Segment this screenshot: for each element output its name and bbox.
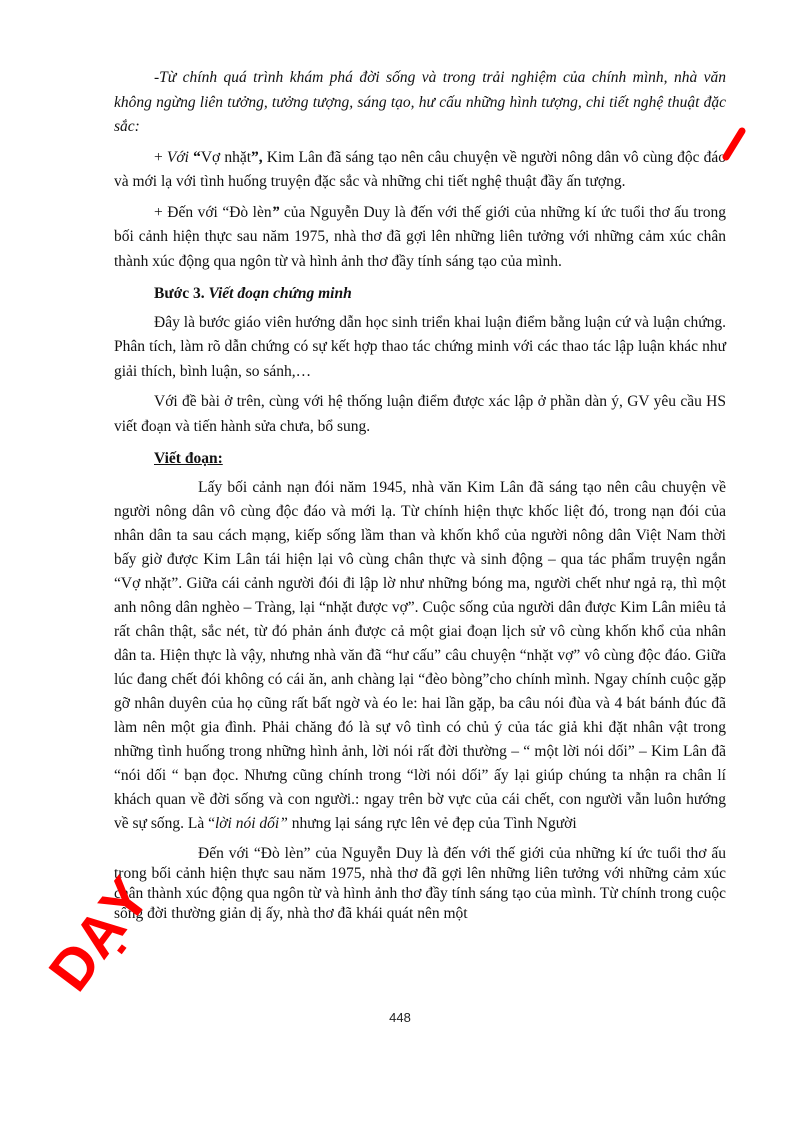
watermark-stroke <box>726 131 742 157</box>
bullet-do-len <box>114 201 726 275</box>
title-open-quote: “ <box>193 148 201 166</box>
title-close-quote: ”, <box>251 148 263 166</box>
essay-paragraph-1 <box>114 476 726 836</box>
document-page <box>114 66 726 924</box>
essay-body: Lấy bối cảnh nạn đói năm 1945, nhà văn Kim Lân đã sáng tạo nên câu chuyện về người nông dân vô cùng độc đáo và mới lạ. Từ chính hiện thực khốc liệt đó, trong nạn đói của nhân dân ta sau cách mạng, kiếp sống lầm than và khốn khổ của người nông dân Việt Nam thời bấy giờ được Kim Lân tái hiện lại vô cùng chân thực và sinh động – qua tác phẩm truyện ngắn “Vợ nhặt”. Giữa cái cảnh người đói đi lập lờ như những bóng ma, người chết như ngả rạ, thì một anh nông dân nghèo – Tràng, lại “nhặt được vợ”. Cuộc sống của người dân được Kim Lân miêu tả rất chân thật, sắc nét, từ đó phản ánh được cả một giai đoạn lịch sử vô cùng khốn khổ của nhân dân ta. Hiện thực là vậy, nhưng nhà văn đã “hư cấu” câu chuyện “nhặt vợ” vô cùng độc đáo. Giữa lúc đang chết đói không có cái ăn, anh chàng lại “đèo bòng”cho chính mình. Ngay chính cuộc gặp gỡ nhân duyên của họ cũng rất bất ngờ và éo le: hai lần gặp, ba câu nói đùa và 4 bát bánh đúc đã làm nên một gia đình. Phải chăng đó là sự vô tình có chủ ý của tác giả khi đặt nhân vật trong những tình huống trong những hình ảnh, lời nói rất đời thường – “ một lời nói dối” – Kim Lân đã “nói dối “ bạn đọc. Nhưng cũng chính trong “lời nói dối” ấy lại giúp chúng ta nhận ra chân lí khách quan về đời sống và con người.: ngay trên bờ vực của cái chết, con người vẫn luôn hướng về sự sống. Là “ <box>114 478 726 832</box>
bullet-lead: + Đến với “Đò lèn <box>154 203 272 221</box>
essay-italic-phrase: lời nói dối” <box>214 814 288 832</box>
step3-paragraph-2: Với đề bài ở trên, cùng với hệ thống luận điểm được xác lập ở phần dàn ý, GV yêu cầu HS viết đoạn và tiến hành sửa chưa, bổ sung. <box>114 393 726 435</box>
step3-label: Bước 3. <box>154 285 209 302</box>
page-number: 448 <box>389 1010 411 1025</box>
intro-paragraph: -Từ chính quá trình khám phá đời sống và trong trải nghiệm của chính mình, nhà văn không ngừng liên tưởng, tưởng tượng, sáng tạo, hư cấu những hình tượng, chi tiết nghệ thuật đặc sắc: <box>114 69 726 135</box>
watermark-label: DẠY <box>36 865 163 1003</box>
bullet-vo-nhat <box>114 146 726 195</box>
bold-quote: ” <box>271 203 280 221</box>
essay-paragraph-2: Đến với “Đò lèn” của Nguyễn Duy là đến với thế giới của những kí ức tuổi thơ ấu trong bối cảnh hiện thực sau năm 1975, nhà thơ đã gợi lên những liên tưởng với những cảm xúc chân thành xúc động qua ngôn từ và hình ảnh thơ đầy tính sáng tạo của mình. Từ chính trong cuộc sống đời thường giản dị ấy, nhà thơ đã khái quát nên một <box>114 844 726 922</box>
step3-heading <box>114 282 726 307</box>
bullet-lead: Với <box>166 148 194 166</box>
work-title: Vợ nhặt <box>200 148 252 166</box>
bullet-prefix: + <box>154 148 167 166</box>
step3-title: Viết đoạn chứng minh <box>208 285 352 302</box>
bullet-text: của Nguyễn Duy là đến với thế giới của những kí ức tuổi thơ ấu trong bối cảnh hiện thực sau năm 1975, nhà thơ đã gợi lên những liên tưởng với những cảm xúc chân thành xúc động qua ngôn từ và hình ảnh thơ đầy tính sáng tạo của mình. <box>114 203 726 270</box>
viet-doan-heading: Viết đoạn: <box>154 450 223 467</box>
bullet-text: Kim Lân đã sáng tạo nên câu chuyện về người nông dân vô cùng độc đáo và mới lạ với tình huống truyện đặc sắc và những chi tiết nghệ thuật đầy ấn tượng. <box>114 148 726 190</box>
step3-paragraph-1: Đây là bước giáo viên hướng dẫn học sinh triển khai luận điểm bằng luận cứ và luận chứng. Phân tích, làm rõ dẫn chứng có sự kết hợp thao tác chứng minh với các thao tác lập luận khác như giải thích, bình luận, so sánh,… <box>114 313 726 380</box>
essay-tail: nhưng lại sáng rực lên vẻ đẹp của Tình Người <box>287 814 577 832</box>
